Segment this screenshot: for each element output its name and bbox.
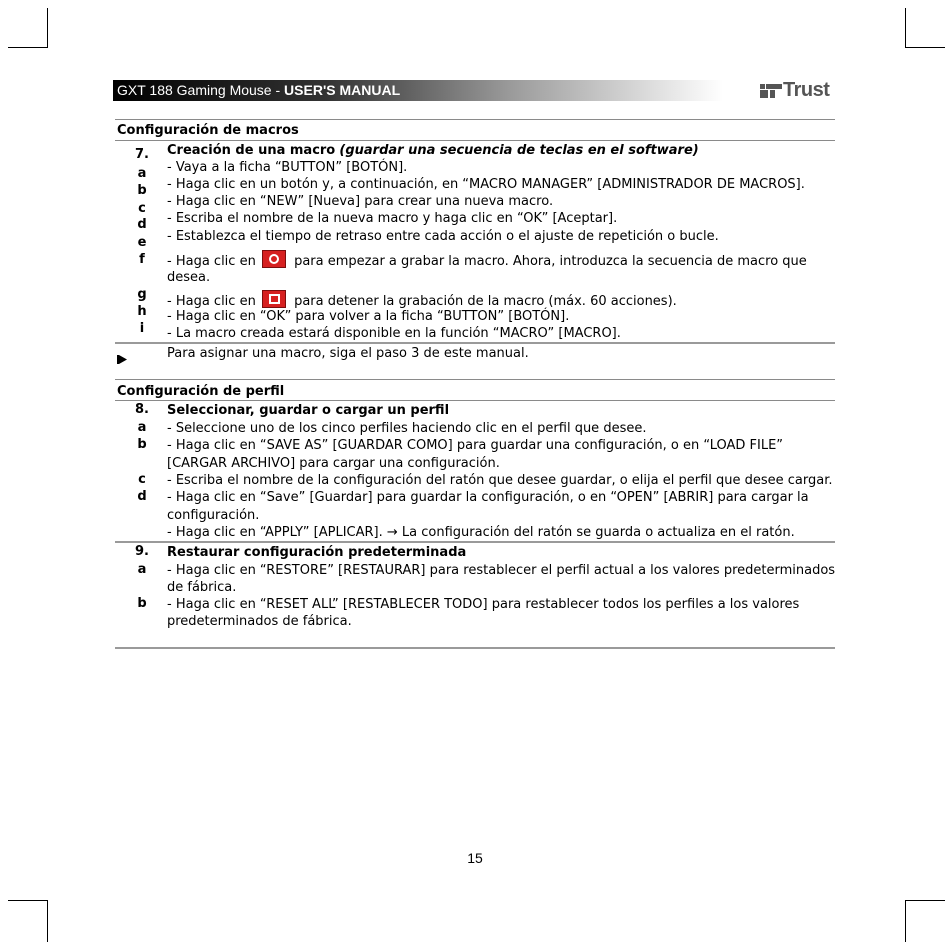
list-item: - Haga clic en un botón y, a continuación, en “MACRO MANAGER” [ADMINISTRADOR DE MACROS]. <box>167 177 805 192</box>
list-item: - Haga clic en “Save” [Guardar] para guardar la configuración, o en “OPEN” [ABRIR] para cargar la <box>167 490 809 505</box>
step-subtitle: (guardar una secuencia de teclas en el software) <box>339 143 699 158</box>
step-title <box>167 142 699 159</box>
list-item: - Haga clic en “OK” para volver a la ficha “BUTTON” [BOTÓN]. <box>167 309 570 324</box>
list-item: - La macro creada estará disponible en la función “MACRO” [MACRO]. <box>167 326 621 341</box>
list-item <box>167 290 677 310</box>
item-text: para empezar a grabar la macro. Ahora, introduzca la secuencia de macro que <box>294 254 807 269</box>
page-number: 15 <box>467 850 483 866</box>
list-item-continuation: configuración. <box>167 508 260 523</box>
record-icon <box>262 250 286 268</box>
list-item: - Escriba el nombre de la nueva macro y haga clic en “OK” [Aceptar]. <box>167 211 618 226</box>
step-number: 9. <box>135 544 149 559</box>
item-label: e <box>137 235 147 250</box>
pointer-icon <box>117 349 127 368</box>
section-divider <box>115 140 835 141</box>
list-item: - Haga clic en “NEW” [Nueva] para crear una nueva macro. <box>167 194 554 209</box>
trust-logo <box>760 79 829 102</box>
item-label: f <box>139 252 145 267</box>
list-item: - Haga clic en “RESTORE” [RESTAURAR] para restablecer el perfil actual a los valores predeterminados <box>167 563 836 578</box>
list-item: - Haga clic en “SAVE AS” [GUARDAR COMO] para guardar una configuración, o en “LOAD FILE” <box>167 438 784 453</box>
note-divider <box>115 342 835 344</box>
item-label: b <box>137 183 147 198</box>
item-text: para detener la grabación de la macro (máx. 60 acciones). <box>294 294 677 309</box>
list-item: - Haga clic en “APPLY” [APLICAR]. → La configuración del ratón se guarda o actualiza en el ratón. <box>167 525 795 540</box>
list-item-continuation: desea. <box>167 270 211 285</box>
logo-text: Trust <box>783 79 830 101</box>
list-item: - Escriba el nombre de la configuración del ratón que desee guardar, o elija el perfil que desee cargar. <box>167 473 833 488</box>
list-item: - Establezca el tiempo de retraso entre cada acción o el ajuste de repetición o bucle. <box>167 229 719 244</box>
item-label: i <box>139 321 145 336</box>
item-label: a <box>137 420 147 435</box>
section-divider <box>115 379 835 380</box>
section-divider <box>115 119 835 120</box>
list-item-continuation: [CARGAR ARCHIVO] para cargar una configuración. <box>167 456 500 471</box>
step-divider <box>115 541 835 543</box>
item-label: d <box>137 489 147 504</box>
item-text: - Haga clic en <box>167 294 256 309</box>
crop-mark <box>47 8 48 48</box>
step-number: 8. <box>135 402 149 417</box>
crop-mark <box>905 900 906 942</box>
stop-icon <box>262 290 286 308</box>
crop-mark <box>8 47 48 48</box>
list-item <box>167 250 807 270</box>
step-number: 7. <box>135 147 149 162</box>
item-label: b <box>137 596 147 611</box>
note-text: Para asignar una macro, siga el paso 3 de este manual. <box>167 346 529 361</box>
list-item: - Seleccione uno de los cinco perfiles haciendo clic en el perfil que desee. <box>167 421 647 436</box>
item-label: a <box>137 562 147 577</box>
list-item-continuation: predeterminados de fábrica. <box>167 614 352 629</box>
crop-mark <box>905 8 906 48</box>
crop-mark <box>47 900 48 942</box>
list-item: - Haga clic en “RESET ALL” [RESTABLECER TODO] para restablecer todos los perfiles a los valores <box>167 597 800 612</box>
step-title: Restaurar configuración predeterminada <box>167 545 467 560</box>
item-label: d <box>137 217 147 232</box>
product-name: GXT 188 Gaming Mouse - <box>117 82 285 98</box>
item-label: a <box>137 166 147 181</box>
item-label: b <box>137 437 147 452</box>
item-label: h <box>137 304 147 319</box>
item-label: g <box>137 287 147 302</box>
section-divider <box>115 647 835 649</box>
macros-heading: Configuración de macros <box>117 123 299 138</box>
header-title <box>117 82 400 98</box>
crop-mark <box>8 900 48 901</box>
section-divider <box>115 400 835 401</box>
item-label: c <box>138 472 146 487</box>
list-item-continuation: de fábrica. <box>167 580 237 595</box>
manual-label: USER'S MANUAL <box>284 82 401 98</box>
crop-mark <box>905 47 945 48</box>
step-title-text: Creación de una macro <box>167 143 336 158</box>
item-label: c <box>138 201 146 216</box>
step-title: Seleccionar, guardar o cargar un perfil <box>167 403 450 418</box>
item-text: - Haga clic en <box>167 254 256 269</box>
trust-logo-icon <box>760 83 782 99</box>
profile-heading: Configuración de perfil <box>117 384 285 399</box>
list-item: - Vaya a la ficha “BUTTON” [BOTÓN]. <box>167 160 408 175</box>
crop-mark <box>905 900 945 901</box>
